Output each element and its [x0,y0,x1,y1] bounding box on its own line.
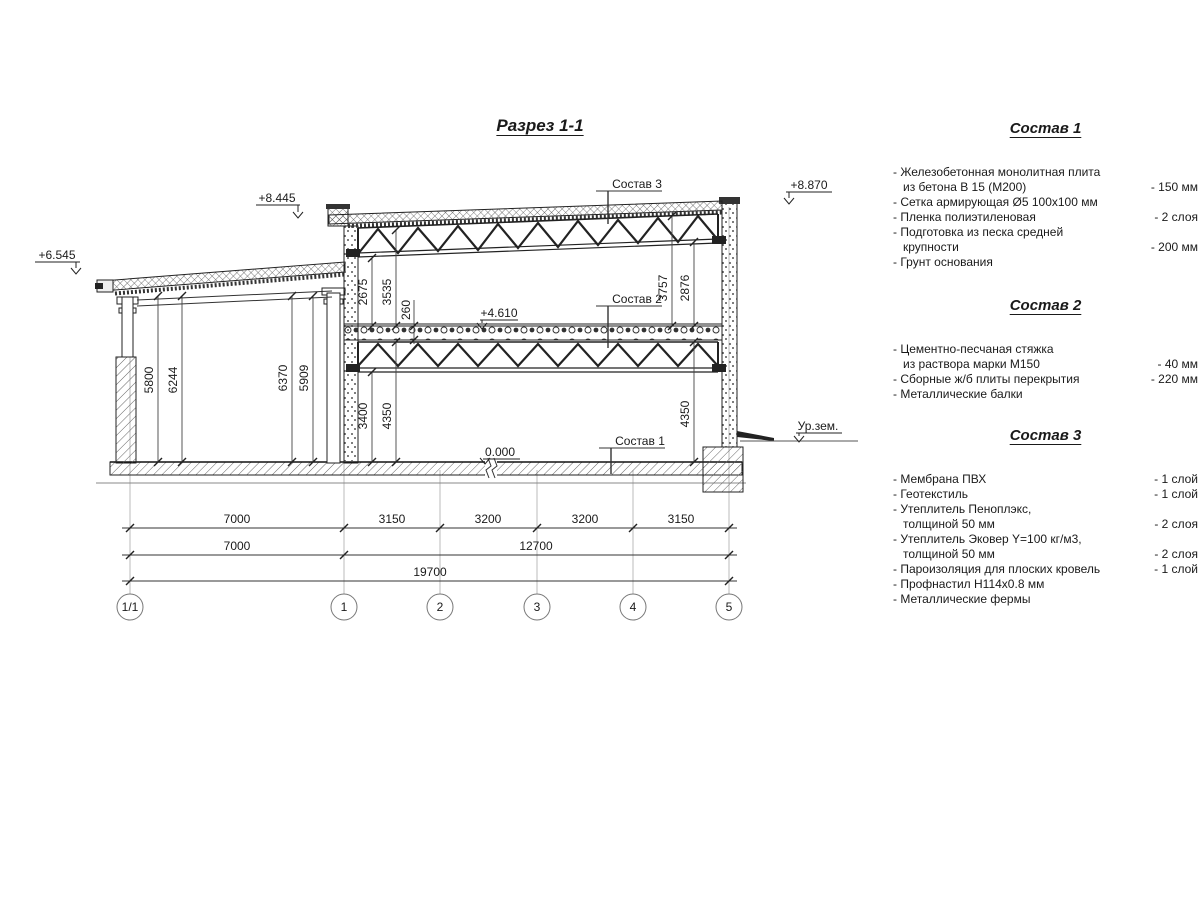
foundation [703,447,743,492]
panel-3-title: Состав 3 [1009,427,1082,444]
material-row [893,487,1198,502]
material-row [893,562,1198,577]
main-building [326,197,858,492]
material-value: - 1 слой [1154,487,1198,501]
material-row [893,517,1198,532]
intermediate-slab [344,324,722,340]
grid-axes [130,207,729,594]
material-name: - Грунт основания [893,255,993,269]
composition-panel-3 [893,427,1198,607]
dim-19700: 19700 [413,565,447,579]
left-column [122,297,133,357]
material-row [893,165,1198,180]
dim-12700: 12700 [519,539,553,553]
axis-label-4: 4 [629,600,637,614]
dim-3200-b: 3200 [571,512,599,526]
material-name: толщиной 50 мм [903,517,995,531]
dim-3535: 3535 [380,278,394,306]
material-row [893,240,1198,255]
composition-panel-2 [893,297,1198,402]
material-row [893,577,1198,592]
svg-text:Ур.зем.: Ур.зем. [797,419,839,433]
dim-260: 260 [399,299,413,321]
material-row [893,210,1198,225]
composition-panel-1 [893,120,1198,270]
callout-sostav-1: Состав 1 [615,434,665,448]
callout-sostav-3: Состав 3 [612,177,662,191]
material-name: - Утеплитель Пеноплэкс, [893,502,1032,516]
material-row [893,342,1198,357]
material-row [893,255,1198,270]
dim-2876: 2876 [678,274,692,302]
panel-1-list [893,165,1198,270]
dim-3150-b: 3150 [667,512,695,526]
material-value: - 1 слой [1154,562,1198,576]
material-value: - 2 слоя [1154,517,1198,531]
elevation-left-roof [35,248,81,274]
dim-6370: 6370 [276,364,290,392]
material-name: - Металлические фермы [893,592,1031,606]
elevation-marks [35,178,842,464]
elevation-ground [794,419,842,442]
material-row [893,387,1198,402]
material-row [893,592,1198,607]
material-name: - Сборные ж/б плиты перекрытия [893,372,1080,386]
material-name: - Утеплитель Эковер Y=100 кг/м3, [893,532,1082,546]
material-value: - 200 мм [1150,240,1198,254]
dim-3757: 3757 [656,274,670,302]
material-row [893,472,1198,487]
material-name: - Геотекстиль [893,487,968,501]
material-name: - Сетка армирующая Ø5 100х100 мм [893,195,1098,209]
left-wall [116,357,136,463]
material-row [893,372,1198,387]
panel-1-title: Состав 1 [1009,120,1082,137]
material-row [893,502,1198,517]
material-value: - 2 слоя [1154,547,1198,561]
dim-4350-left: 4350 [380,402,394,430]
panel-2-title: Состав 2 [1009,297,1082,314]
callout-sostav-2: Состав 2 [612,292,662,306]
material-row [893,180,1198,195]
axis-label-2: 2 [436,600,444,614]
material-name: из бетона В 15 (М200) [903,180,1027,194]
dim-4350-right: 4350 [678,400,692,428]
material-value: - 2 слоя [1154,210,1198,224]
material-name: - Пароизоляция для плоских кровель [893,562,1101,576]
dim-7000-a: 7000 [223,512,251,526]
right-column [327,293,340,463]
dim-3200-a: 3200 [474,512,502,526]
svg-text:+6.545: +6.545 [38,248,76,262]
dim-3150-a: 3150 [378,512,406,526]
axis-label-1-1: 1/1 [121,600,139,614]
material-name: - Мембрана ПВХ [893,472,987,486]
panel-2-list [893,342,1198,402]
material-row [893,225,1198,240]
svg-text:+4.610: +4.610 [480,306,518,320]
left-roof [102,262,345,291]
material-value: - 40 мм [1157,357,1198,371]
left-building [95,262,345,463]
elevation-main-roof [256,191,303,218]
material-name: - Подготовка из песка средней [893,225,1064,239]
apron [737,431,774,441]
svg-text:0.000: 0.000 [484,445,516,459]
material-name: толщиной 50 мм [903,547,995,561]
floor-truss [346,342,726,372]
material-name: - Металлические балки [893,387,1023,401]
dim-5800: 5800 [142,366,156,394]
panel-3-list [893,472,1198,607]
material-row [893,547,1198,562]
material-name: - Профнастил Н114х0.8 мм [893,577,1045,591]
svg-text:+8.870: +8.870 [790,178,828,192]
material-name: крупности [903,240,959,254]
material-row [893,195,1198,210]
dim-6244: 6244 [166,366,180,394]
svg-text:+8.445: +8.445 [258,191,296,205]
material-name: - Железобетонная монолитная плита [893,165,1101,179]
horizontal-dimensions [122,512,737,585]
dim-2675: 2675 [356,278,370,306]
material-value: - 150 мм [1150,180,1198,194]
dim-3400: 3400 [356,402,370,430]
ground-floor-slab [96,458,746,483]
material-value: - 1 слой [1154,472,1198,486]
material-value: - 220 мм [1150,372,1198,386]
axis-label-3: 3 [533,600,541,614]
page-title: Разрез 1-1 [496,116,584,135]
axis-label-5: 5 [725,600,733,614]
material-name: - Пленка полиэтиленовая [893,210,1036,224]
axis-bubbles [117,594,742,620]
dim-5909: 5909 [297,364,311,392]
material-row [893,532,1198,547]
material-name: - Цементно-песчаная стяжка [893,342,1054,356]
dim-7000-b: 7000 [223,539,251,553]
material-name: из раствора марки М150 [903,357,1040,371]
axis-label-1: 1 [340,600,348,614]
material-row [893,357,1198,372]
elevation-parapet [784,178,832,204]
